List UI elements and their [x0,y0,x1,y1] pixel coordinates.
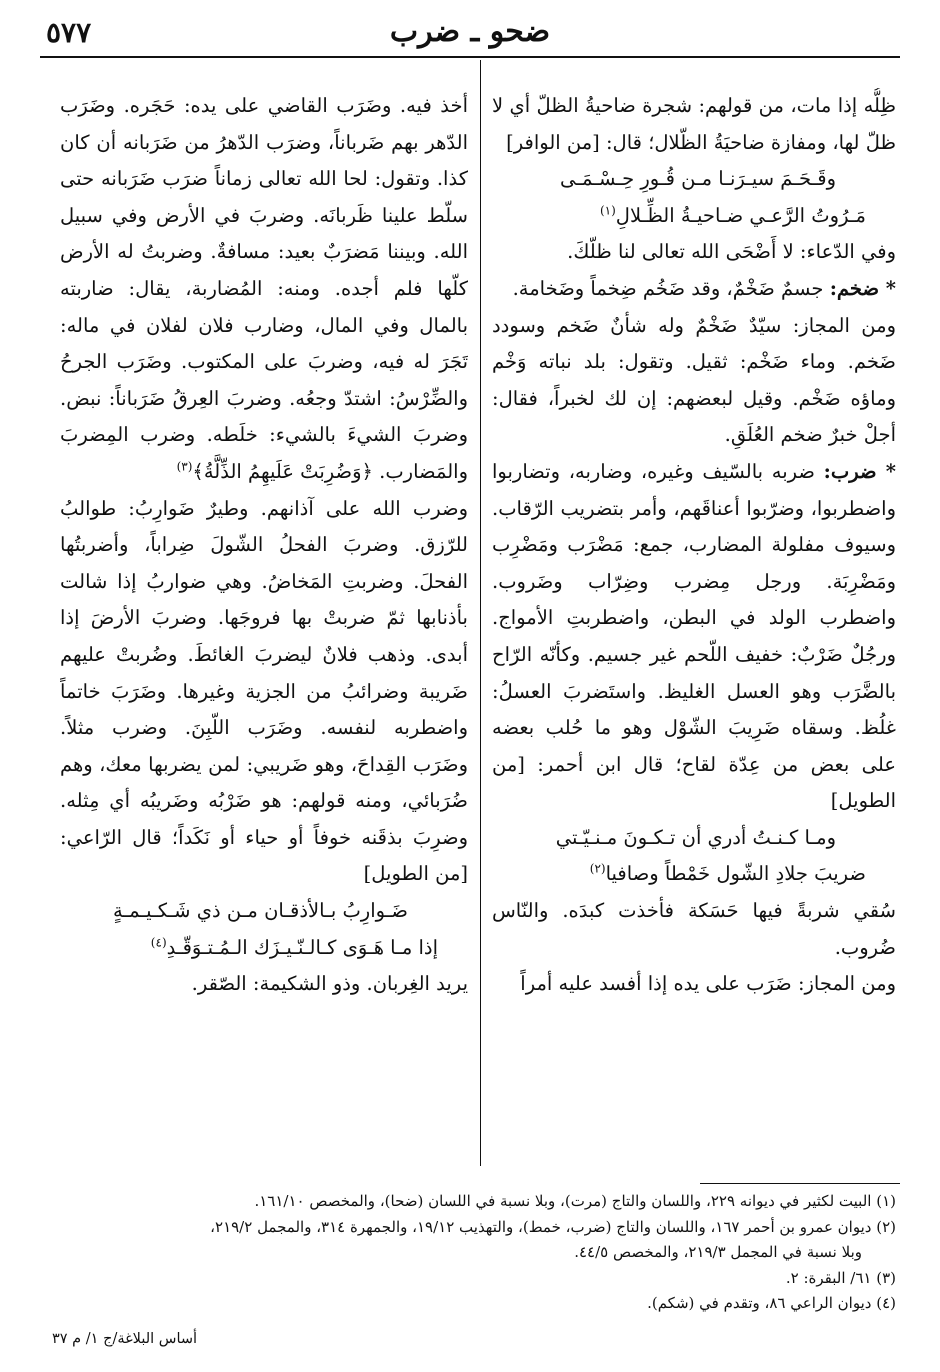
column-divider [480,60,481,1166]
footnote-continuation: وبلا نسبة في المجمل ٢١٩/٣، والمخصص ٤٤/٥. [574,1243,862,1261]
signature-mark: أساس البلاغة/ج ١/ م ٣٧ [52,1331,198,1347]
footnotes [40,1189,896,1317]
verse-text: ضريبَ جلادِ الشّول خَمْطاً وصافيا [605,862,866,886]
entry-text: ضربه بالسّيف وغيره، وضاربه، وتضاربوا واضطربوا، وضرّبوا أعناقَهم، وأمر بتضريب الرّقاب. وسيوف مفلولة المضارب، جمع: مَضْرَب ومَضْرِب ومَضْرِبَة. ورجل مِضرب وضِرّاب وضَروب. واضطرب الولد في البطن، واضطربتِ الأمواج. ورجُلٌ ضَرْبٌ: خفيف اللّحم غير جسيم. وكأنّه الرّاح بالضَّرَب وهو العسل الغليظ. واستَضربَ العسلُ: غلُظ. وسقاه ضَرِيبَ الشّوْل وهو ما حُلب بعضه على بعض من عِدّة لقاح؛ قال ابن أحمر: [من الطويل] [492,459,896,813]
entry-headword: * ضخم: [829,276,896,300]
verse-line [60,930,468,967]
paragraph: يريد الغِربان. وذو الشكيمة: الصّقر. [191,972,468,996]
footnote: (٤) ديوان الراعي ٨٦، وتقدم في (شكم). [647,1294,896,1312]
paragraph: ومن المجاز: ضَرَب على يده إذا أفسد عليه أمراً [520,972,896,996]
verse-line [492,856,896,893]
footnote-ref: (١) [599,203,616,218]
page-header [40,12,900,58]
footnote-ref: (٤) [150,935,167,950]
verse-line: وقَـحَـمَ سيـرَنـا مـن قُـورِ حِـسْـمَـى [560,167,836,191]
verse-line [492,198,896,235]
quran-quote: ﴿وَضُرِبَتْ عَلَيهِمُ الذِّلَّةُ﴾ [192,459,373,483]
footnote: (٣) ٦١/ البقرة: ٢. [785,1268,896,1287]
entry-text: جسمٌ ضَخْمٌ، وقد ضَخُم ضِخماً وضَخامة. [512,276,824,300]
paragraph: ومن المجاز: سيّدٌ ضَخْمٌ وله شأنٌ ضَخم وسودد ضَخم. وماء ضَخْم: ثقيل. وتقول: بلد نباته وَخْم وماؤه ضَخْم. وقيل لبعضهم: إن لك لخبراً، فقال: أجلْ خبرٌ ضخم العُلَقِ. [492,313,896,447]
verse-text: مَـرُوتُ الرَّعـي ضـاحيـةُ الظِّـلالِ [615,203,866,227]
paragraph: سُقي شربةً فيها حَسَكة فأخذت كبدَه. والنّاس ضُروب. [492,899,896,959]
footnote-ref: (٣) [176,459,193,474]
page-number: ٥٧٧ [46,16,92,49]
entry-text: أخذ فيه. وضَرَب القاضي على يده: حَجَره. وضَرَب الدّهر بهم ضَرباناً، وضرَب الدّهرُ من ضَرَبانه أن كان كذا. وتقول: لحا الله تعالى زماناً ضرَب ضَرَبانه حتى سلّط علينا ظَربانَه. وضربَ في الأرض وفي سبيل الله. وبيننا مَضرَبٌ بعيد: مسافةٌ. وضربتُ له الأرض كلّها فلم أجده. ومنه: المُضاربة، يقال: ضاربته بالمال وفي المال، وضارب فلان لفلان في ماله: تَجَرَ له فيه، وضربَ على المكتوب. وضَرَب الجرحُ والضِّرْسُ: اشتدّ وجعُه. وضربَ العِرقُ ضَرَباناً: نبض. وضربَ الشيءَ بالشيء: خلَطه. وضرب المِضربَ والمَضارب. [60,94,468,483]
paragraph: وفي الدّعاء: لا أَضْحَى الله تعالى لنا ظلّكَ. [567,240,896,264]
left-column [60,88,468,1160]
footnote-ref: (٢) [589,861,606,876]
running-title: ضحو ـ ضرب [389,14,551,49]
verse-line: ومـا كـنـتُ أدري أن تـكـونَ مـنـيّـتي [555,825,836,849]
paragraph [492,271,896,308]
verse-line: ضَـوارِبُ بـالأذقـان مـن ذي شَـكـيـمـةٍ [112,899,408,923]
entry-headword: * ضرب: [823,459,896,483]
footnote: (١) البيت لكثير في ديوانه ٢٢٩، واللسان والتاج (مرت)، وبلا نسبة في اللسان (ضحا)، والمخصص ١٦١/١٠. [254,1192,896,1210]
paragraph: ظِلُّه إذا مات، من قولهم: شجرة ضاحيةُ الظلّ أي لا ظلّ لها، ومفازة ضاحيَةُ الظّلال؛ قال: [من الوافر] [492,94,896,154]
paragraph: وضرب الله على آذانهم. وطيرٌ ضَوارِبُ: طوالبُ للرّزق. وضربَ الفحلُ الشّولَ ضِراباً، وأضربتُها الفحلَ. وضربتِ المَخاضُ. وهي ضواربُ إذا شالت بأذنابها ثمّ ضربتْ بها فروجَها. وضربَ الأرضَ إذا أبدى. وذهب فلانٌ ليضربَ الغائطَ. وضُربتْ عليهم ضَريبة وضرائبُ من الجزية وغيرها. وضَرَبَ خاتماً واضطربه لنفسه. وضَرَب اللّبِنَ. وضرب مثلاً. وضَرَب القِداحَ، وهو ضَريبي: لمن يضربها معك، وهم ضُرَبائي، ومنه قولهم: هو ضَرْبُه وضَريبُه أي مِثله. وضرِبَ بذقَنه خوفاً أو حياء أو نَكَداً؛ قال الرّاعي: [من الطويل] [60,496,468,886]
footnote-divider [700,1183,900,1184]
right-column [492,88,896,1160]
verse-text: إذا مـا هَـوَى كـالـنّـيـزَك الـمُـتـوَقّـدِ [166,935,438,959]
paragraph [60,88,468,491]
footnote: (٢) ديوان عمرو بن أحمر ١٦٧، واللسان والتاج (ضرب، خمط)، والتهذيب ١٩/١٢، والجمهرة ٣١٤، والمجمل ٢١٩/٢، [210,1217,896,1236]
paragraph [492,454,896,820]
